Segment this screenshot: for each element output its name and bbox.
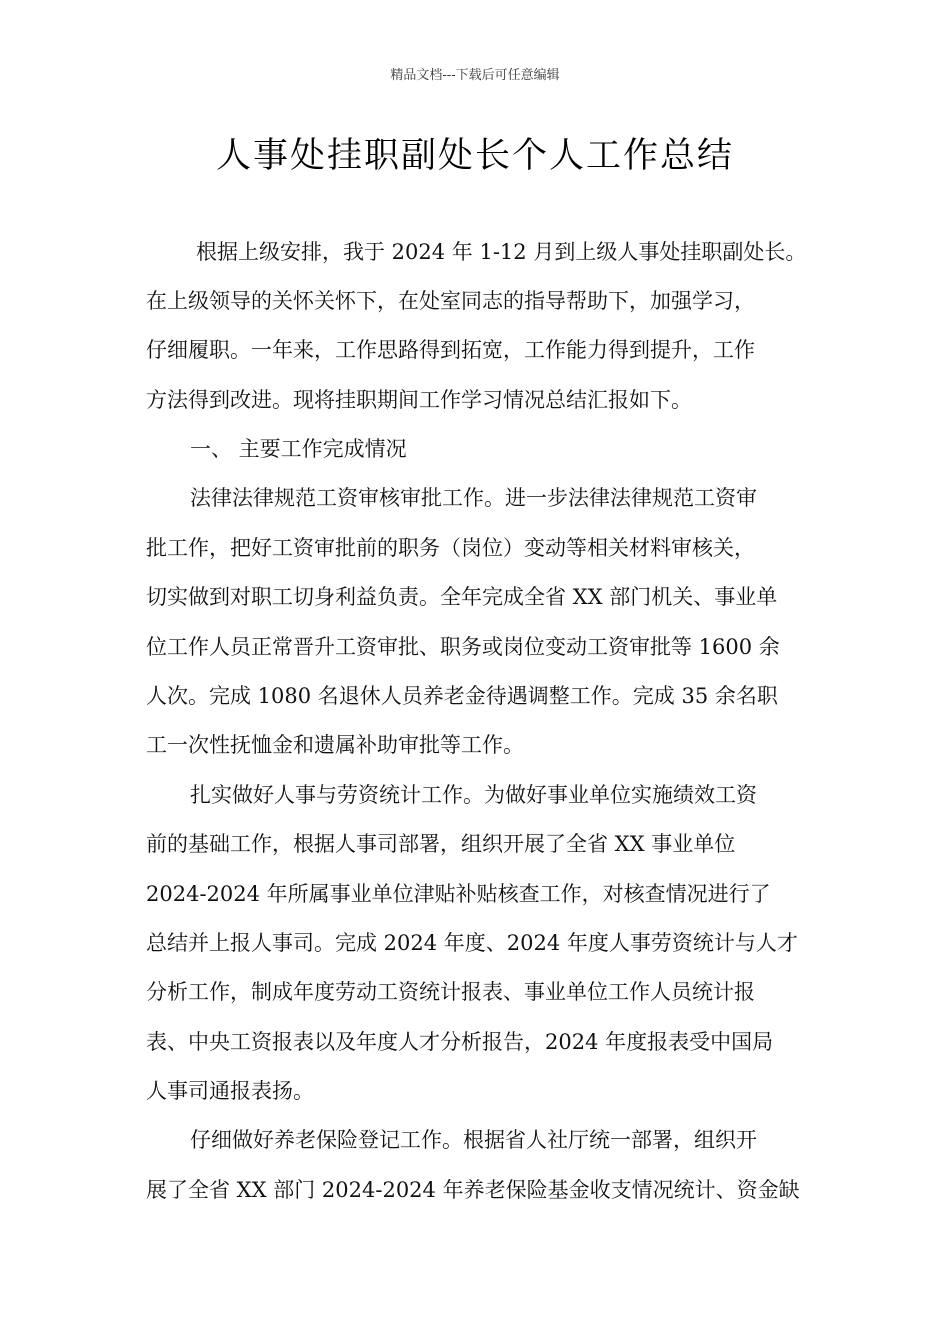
- body-line: 在上级领导的关怀关怀下，在处室同志的指导帮助下，加强学习，: [146, 289, 755, 313]
- body-line: 人事司通报表扬。: [146, 1079, 314, 1103]
- body-line: 仔细做好养老保险登记工作。根据省人社厅统一部署，组织开: [190, 1128, 757, 1152]
- body-line: 仔细履职。一年来，工作思路得到拓宽，工作能力得到提升，工作: [146, 338, 755, 362]
- body-line: 分析工作，制成年度劳动工资统计报表、事业单位工作人员统计报: [146, 980, 755, 1004]
- body-line: 法律法律规范工资审核审批工作。进一步法律法律规范工资审: [190, 486, 757, 510]
- document-title: 人事处挂职副处长个人工作总结: [215, 136, 734, 176]
- body-line: 展了全省 XX 部门 2024-2024 年养老保险基金收支情况统计、资金缺: [146, 1178, 800, 1202]
- body-line: 2024-2024 年所属事业单位津贴补贴核查工作，对核查情况进行了: [146, 882, 771, 906]
- body-line: 工一次性抚恤金和遗属补助审批等工作。: [146, 733, 524, 757]
- body-line: 扎实做好人事与劳资统计工作。为做好事业单位实施绩效工资: [190, 783, 757, 807]
- body-line: 批工作，把好工资审批前的职务（岗位）变动等相关材料审核关，: [146, 536, 755, 560]
- body-line: 前的基础工作，根据人事司部署，组织开展了全省 XX 事业单位: [146, 832, 736, 856]
- body-line: 人次。完成 1080 名退休人员养老金待遇调整工作。完成 35 余名职: [146, 684, 778, 708]
- body-line: 总结并上报人事司。完成 2024 年度、2024 年度人事劳资统计与人才: [146, 931, 798, 955]
- body-line: 切实做到对职工切身利益负责。全年完成全省 XX 部门机关、事业单: [146, 585, 778, 609]
- body-line: 位工作人员正常晋升工资审批、职务或岗位变动工资审批等 1600 余: [146, 635, 780, 659]
- section-heading: 一、 主要工作完成情况: [190, 437, 407, 461]
- body-line: 根据上级安排，我于 2024 年 1-12 月到上级人事处挂职副处长。: [196, 240, 807, 264]
- header-note: 精品文档---下载后可任意编辑: [390, 68, 560, 83]
- body-line: 方法得到改进。现将挂职期间工作学习情况总结汇报如下。: [146, 388, 692, 412]
- body-line: 表、中央工资报表以及年度人才分析报告，2024 年度报表受中国局: [146, 1030, 774, 1054]
